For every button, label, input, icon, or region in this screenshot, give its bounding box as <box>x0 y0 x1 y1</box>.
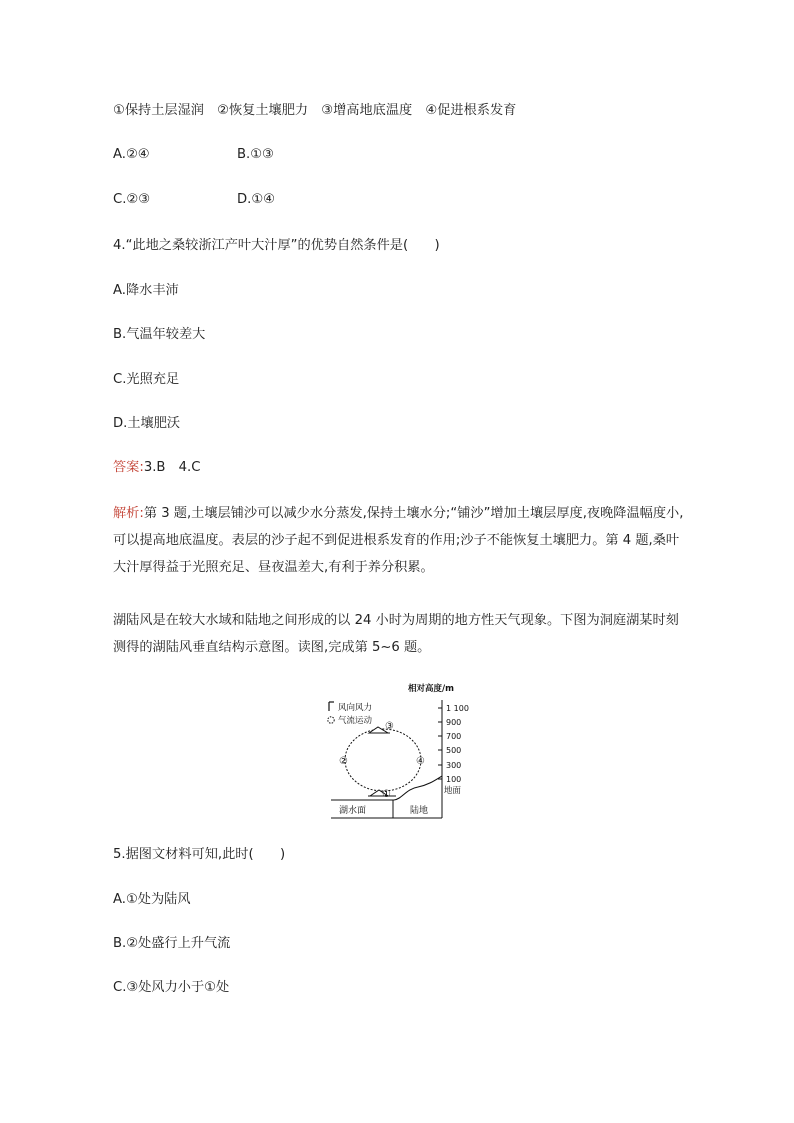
lake-label: 湖水面 <box>339 806 367 816</box>
q3-option-c: C.②③ <box>113 192 151 207</box>
q4-option-a: A.降水丰沛 <box>113 283 179 298</box>
flow-legend-icon <box>328 717 334 723</box>
q5-option-b: B.②处盛行上升气流 <box>113 936 231 951</box>
analysis-label: 解析: <box>113 506 144 521</box>
axis-ticks <box>438 708 442 779</box>
analysis-text: 第 3 题,土壤层铺沙可以减少水分蒸发,保持土壤水分;“铺沙”增加土壤层厚度,夜晚降温幅度小,可以提高地底温度。表层的沙子起不到促进根系发育的作用;沙子不能恢复土壤肥力。第 4 题,桑叶大汁厚得益于光照充足、昼夜温差大,有利于养分积累。 <box>113 506 684 575</box>
tick-label-100: 100 <box>446 775 462 784</box>
answer-label: 答案: <box>113 460 144 475</box>
legend-wind-label: 风向风力 <box>338 703 373 713</box>
q3-option-a: A.②④ <box>113 147 150 162</box>
axis-title: 相对高度/m <box>408 684 454 694</box>
q3-statements: ①保持土层湿润 ②恢复土壤肥力 ③增高地底温度 ④促进根系发育 <box>113 103 517 118</box>
q4-option-c: C.光照充足 <box>113 372 180 387</box>
land-label: 陆地 <box>410 806 429 816</box>
tick-label-500: 500 <box>446 746 462 755</box>
q5-option-a: A.①处为陆风 <box>113 892 191 907</box>
q3-option-d: D.①④ <box>237 192 275 207</box>
lake-land-breeze-diagram <box>326 680 486 822</box>
q4-stem: 4.“此地之桑较浙江产叶大汁厚”的优势自然条件是( ) <box>113 238 440 253</box>
tick-label-1100: 1 100 <box>446 704 469 713</box>
analysis <box>113 500 685 581</box>
land-profile <box>394 776 442 800</box>
q3-option-b: B.①③ <box>237 147 274 162</box>
q5-option-c: C.③处风力小于①处 <box>113 980 230 995</box>
wind-legend-icon <box>329 702 334 711</box>
point-4: ④ <box>416 756 425 767</box>
point-1: ① <box>382 789 391 800</box>
q5-stem: 5.据图文材料可知,此时( ) <box>113 847 286 862</box>
tick-label-300: 300 <box>446 761 462 770</box>
point-2: ② <box>339 756 348 767</box>
legend-flow-label: 气流运动 <box>338 716 373 726</box>
passage-intro: 湖陆风是在较大水域和陆地之间形成的以 24 小时为周期的地方性天气现象。下图为洞庭湖某时刻测得的湖陆风垂直结构示意图。读图,完成第 5~6 题。 <box>113 613 679 655</box>
tick-label-900: 900 <box>446 718 462 727</box>
answer <box>113 458 200 478</box>
ground-label: 地面 <box>444 786 462 796</box>
q4-option-b: B.气温年较差大 <box>113 327 206 342</box>
circulation-loop <box>345 729 421 791</box>
answer-text: 3.B 4.C <box>143 460 201 475</box>
q4-option-d: D.土壤肥沃 <box>113 416 181 431</box>
point-3: ③ <box>385 721 394 732</box>
tick-label-700: 700 <box>446 732 462 741</box>
